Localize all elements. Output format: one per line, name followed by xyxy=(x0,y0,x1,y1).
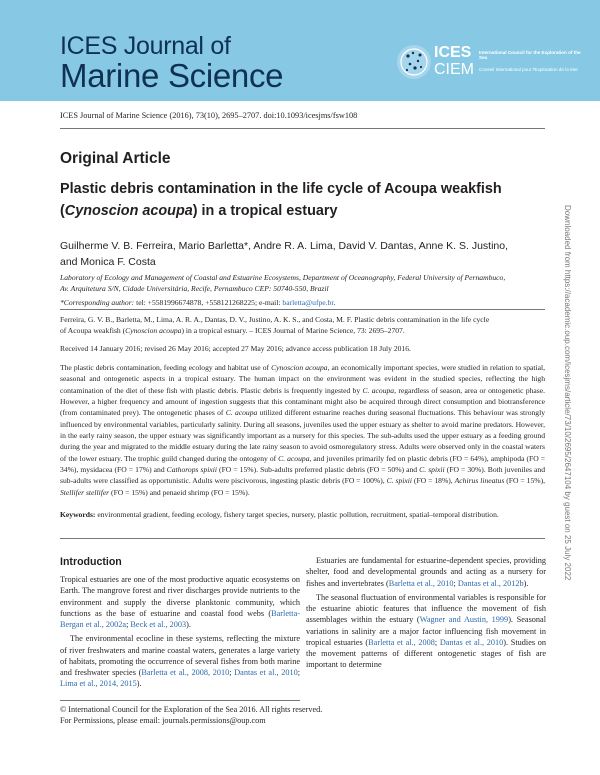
permissions-line: For Permissions, please email: journals.permissions@oup.com xyxy=(60,716,266,725)
keywords-label: Keywords: xyxy=(60,510,96,519)
cite-as-prefix: of Acoupa weakfish ( xyxy=(60,326,126,336)
citation-line: ICES Journal of Marine Science (2016), 73(10), 2695–2707. doi:10.1093/icesjms/fsw108 xyxy=(60,111,358,120)
affiliation xyxy=(60,272,545,294)
intro-text: ). xyxy=(523,578,529,588)
article-title xyxy=(60,178,550,222)
intro-text: ). Seasonal variations in salinity are a major factor influencing fish movement in tropical estuaries ( xyxy=(306,615,546,647)
copyright-line: © International Council for the Exploration of the Sea 2016. All rights reserved. xyxy=(60,705,323,714)
intro-text: The seasonal fluctuation of environmental variables is responsible for the estuarine abiotic features that influence the movement of fish assemblages within the estuary ( xyxy=(306,592,547,625)
introduction-heading: Introduction xyxy=(60,556,122,568)
reference-link[interactable]: Barletta et al., 2008, 2010 xyxy=(141,668,230,677)
logo-ciem-text: CIEM xyxy=(434,61,474,78)
keywords xyxy=(60,509,530,520)
title-prefix: ( xyxy=(60,203,65,219)
abstract-text: utilized different estuarine reaches during seasonal fluctuations. This behaviour was strongly influenced by environmental variables, particularly salinity. During all seasons, juveniles used the upper estuary as shelter to avoid marine predators. However, in the early rainy season, the upper estuary was significantly important as a nursery for this species. The sub-adults used the upper estuary as a feeding ground during the year and migrated to the middle estuary during the late rainy season to avoid osmoregulatory stress. Adults were observed only in the coastal waters of the lower estuary. The trophic guild changed during the ontogeny of xyxy=(60,408,545,463)
intro-paragraph xyxy=(306,592,546,671)
correspondence xyxy=(60,297,545,308)
abstract-text: (FO = 15%), xyxy=(504,476,545,486)
intro-text: ; xyxy=(297,668,300,677)
intro-text: ; xyxy=(434,637,440,647)
introduction-left-column xyxy=(60,574,300,693)
authors-line1: Guilherme V. B. Ferreira, Mario Barletta*, Andre R. A. Lima, David V. Dantas, Anne K. S. Justino, xyxy=(60,240,509,252)
download-watermark: Downloaded from https://academic.oup.com/icesjms/article/73/10/2695/2647104 by guest on 25 July 2022 xyxy=(563,205,572,581)
reference-link[interactable]: Wagner and Austin, 1999 xyxy=(419,615,509,625)
intro-text: ). xyxy=(186,620,191,629)
introduction-right-column xyxy=(306,555,546,674)
abstract-species: C. spixii xyxy=(419,465,445,475)
abstract-species: C. spixii xyxy=(386,476,412,486)
copyright-footer xyxy=(60,704,322,726)
reference-link[interactable]: Dantas et al., 2012b xyxy=(457,578,524,588)
title-suffix: ) in a tropical estuary xyxy=(192,203,338,219)
cite-as-line1: Ferreira, G. V. B., Barletta, M., Lima, A. R. A., Dantas, D. V., Justino, A. K. S., and Costa, M. F. Plastic debris contamination in the life cycle xyxy=(60,315,490,324)
logo-ices-text: ICES xyxy=(434,44,472,61)
corresponding-lead: *Corresponding author: xyxy=(60,298,135,307)
affiliation-line1: Laboratory of Ecology and Management of Coastal and Estuarine Ecosystems, Department of Oceanography, Federal University of Pernambuco, xyxy=(60,273,506,282)
affiliation-line2: Av. Arquitetura S/N, Cidade Universitária, Recife, Pernambuco CEP: 50740-550, Brazil xyxy=(60,284,329,294)
abstract-text: The plastic debris contamination, feeding ecology and habitat use of xyxy=(60,363,272,372)
corresponding-tel: tel: +5581996674878, +558121268225; e-mail: xyxy=(134,298,283,307)
reference-link[interactable]: Barletta-Bergan et al., 2002a xyxy=(60,608,300,629)
abstract-text: , regardless of season, area or ontogenetic phase. However, a higher frequency and amount of ingestion suggests that this contaminant might also be acquired through direct consumption and biotransference (from contaminated prey). The ontogenetic phases of xyxy=(60,385,546,418)
reference-link[interactable]: Beck et al., 2003 xyxy=(130,620,187,629)
intro-text: Estuaries are fundamental for estuarine-dependent species, providing shelter, food and developmental grounds and acting as a nursery for fishes and invertebrates ( xyxy=(306,556,546,588)
reference-link[interactable]: Dantas et al., 2010 xyxy=(234,668,298,677)
author-list xyxy=(60,239,540,270)
intro-paragraph xyxy=(60,574,300,630)
abstract-text: (FO = 15%). Sub-adults preferred plastic debris (FO = 50%) and xyxy=(216,465,420,475)
journal-name-line2: Marine Science xyxy=(60,57,284,94)
cite-divider xyxy=(60,309,545,310)
abstract-text: , and juveniles primarily fed on plastic debris (FO = 64%), amphipoda (FO = 34%), mysidacea (FO = 17%) and xyxy=(60,453,545,475)
intro-text: The environmental ecocline in these systems, reflecting the mixture of river freshwaters and marine coastal waters, generates a large variety of habitats, promoting the occurrence of several fishes from both marine and freshwater species ( xyxy=(60,634,300,677)
header-divider xyxy=(60,128,545,129)
intro-text: ; xyxy=(229,668,235,677)
logo-french-name: Conseil International pour l'Exploration de la Mer xyxy=(479,67,578,72)
abstract-species: C. acoupa xyxy=(225,408,258,418)
received-dates: Received 14 January 2016; revised 26 May 2016; accepted 27 May 2016; advance access publication 18 July 2016. xyxy=(60,344,411,353)
abstract-species: Achirus lineatus xyxy=(454,476,505,486)
section-label: Original Article xyxy=(60,150,171,167)
abstract-text: (FO = 15%) and penaeid shrimp (FO = 15%). xyxy=(109,487,250,497)
abstract-species: C. acoupa xyxy=(278,453,310,463)
abstract-species: Cynoscion acoupa xyxy=(271,363,328,372)
reference-link[interactable]: Barletta et al., 2008 xyxy=(368,637,435,647)
reference-link[interactable]: Barletta et al., 2010 xyxy=(388,578,454,588)
abstract-text: (FO = 18%), xyxy=(411,476,455,486)
cite-as-species: Cynoscion acoupa xyxy=(125,326,182,336)
intro-text: ; xyxy=(126,620,131,629)
reference-link[interactable]: Dantas et al., 2010 xyxy=(439,637,504,647)
authors-line2: and Monica F. Costa xyxy=(60,255,156,268)
abstract-species: Stellifer stellifer xyxy=(60,487,110,497)
journal-name: ICES Journal of xyxy=(60,32,231,60)
abstract-species: C. acoupa xyxy=(362,385,395,395)
author-email-link[interactable]: barletta@ufpe.br xyxy=(282,298,334,307)
title-line1: Plastic debris contamination in the life cycle of Acoupa weakfish xyxy=(60,181,502,197)
cite-as-suffix: ) in a tropical estuary. – ICES Journal of Marine Science, 73: 2695–2707. xyxy=(181,326,405,336)
intro-paragraph xyxy=(60,633,300,689)
footer-divider xyxy=(60,700,300,701)
ices-logo-icon xyxy=(396,42,432,82)
reference-link[interactable]: Lima et al., 2014, 2015 xyxy=(60,679,137,689)
corresponding-end: . xyxy=(333,298,336,307)
logo-english-name: International Council for the Exploration of the Sea xyxy=(479,50,581,61)
abstract-text: , an economically important species, were studied in relation to spatial, seasonal and ontogenetic aspects in a tropical estuary. The human impact on the environment was evident in the studied species, reflecting the high contamination of the diet of these fish with plastic debris. Plastic debris is frequently ingested by xyxy=(60,363,545,395)
keywords-text: environmental gradient, feeding ecology, fishery target species, nursery, plastic pollution, recruitment, spatial–temporal distribution. xyxy=(95,510,499,519)
intro-text: Tropical estuaries are one of the most productive aquatic ecosystems on Earth. The mangrove forest and river discharges provide nutrients to the environment and supply the diverse planktonic community, which functions as the base of estuarine and coastal food webs ( xyxy=(60,575,300,618)
abstract-species: Cathorops spixii xyxy=(166,465,217,475)
title-species: Cynoscion acoupa xyxy=(64,203,193,219)
abstract xyxy=(60,362,545,498)
abstract-divider xyxy=(60,538,545,539)
intro-text: ). Studies on the movement patterns of different ontogenetic stages of fish are important to determine xyxy=(306,637,546,670)
intro-text: ; xyxy=(453,578,458,588)
cite-as xyxy=(60,314,530,337)
intro-text: ). xyxy=(136,679,142,689)
intro-paragraph xyxy=(306,555,546,589)
abstract-text: (FO = 30%). Both juveniles and sub-adults were classified as opportunistic. Adults were piscivorous, ingesting plastic debris (FO = 100%), xyxy=(60,465,546,486)
